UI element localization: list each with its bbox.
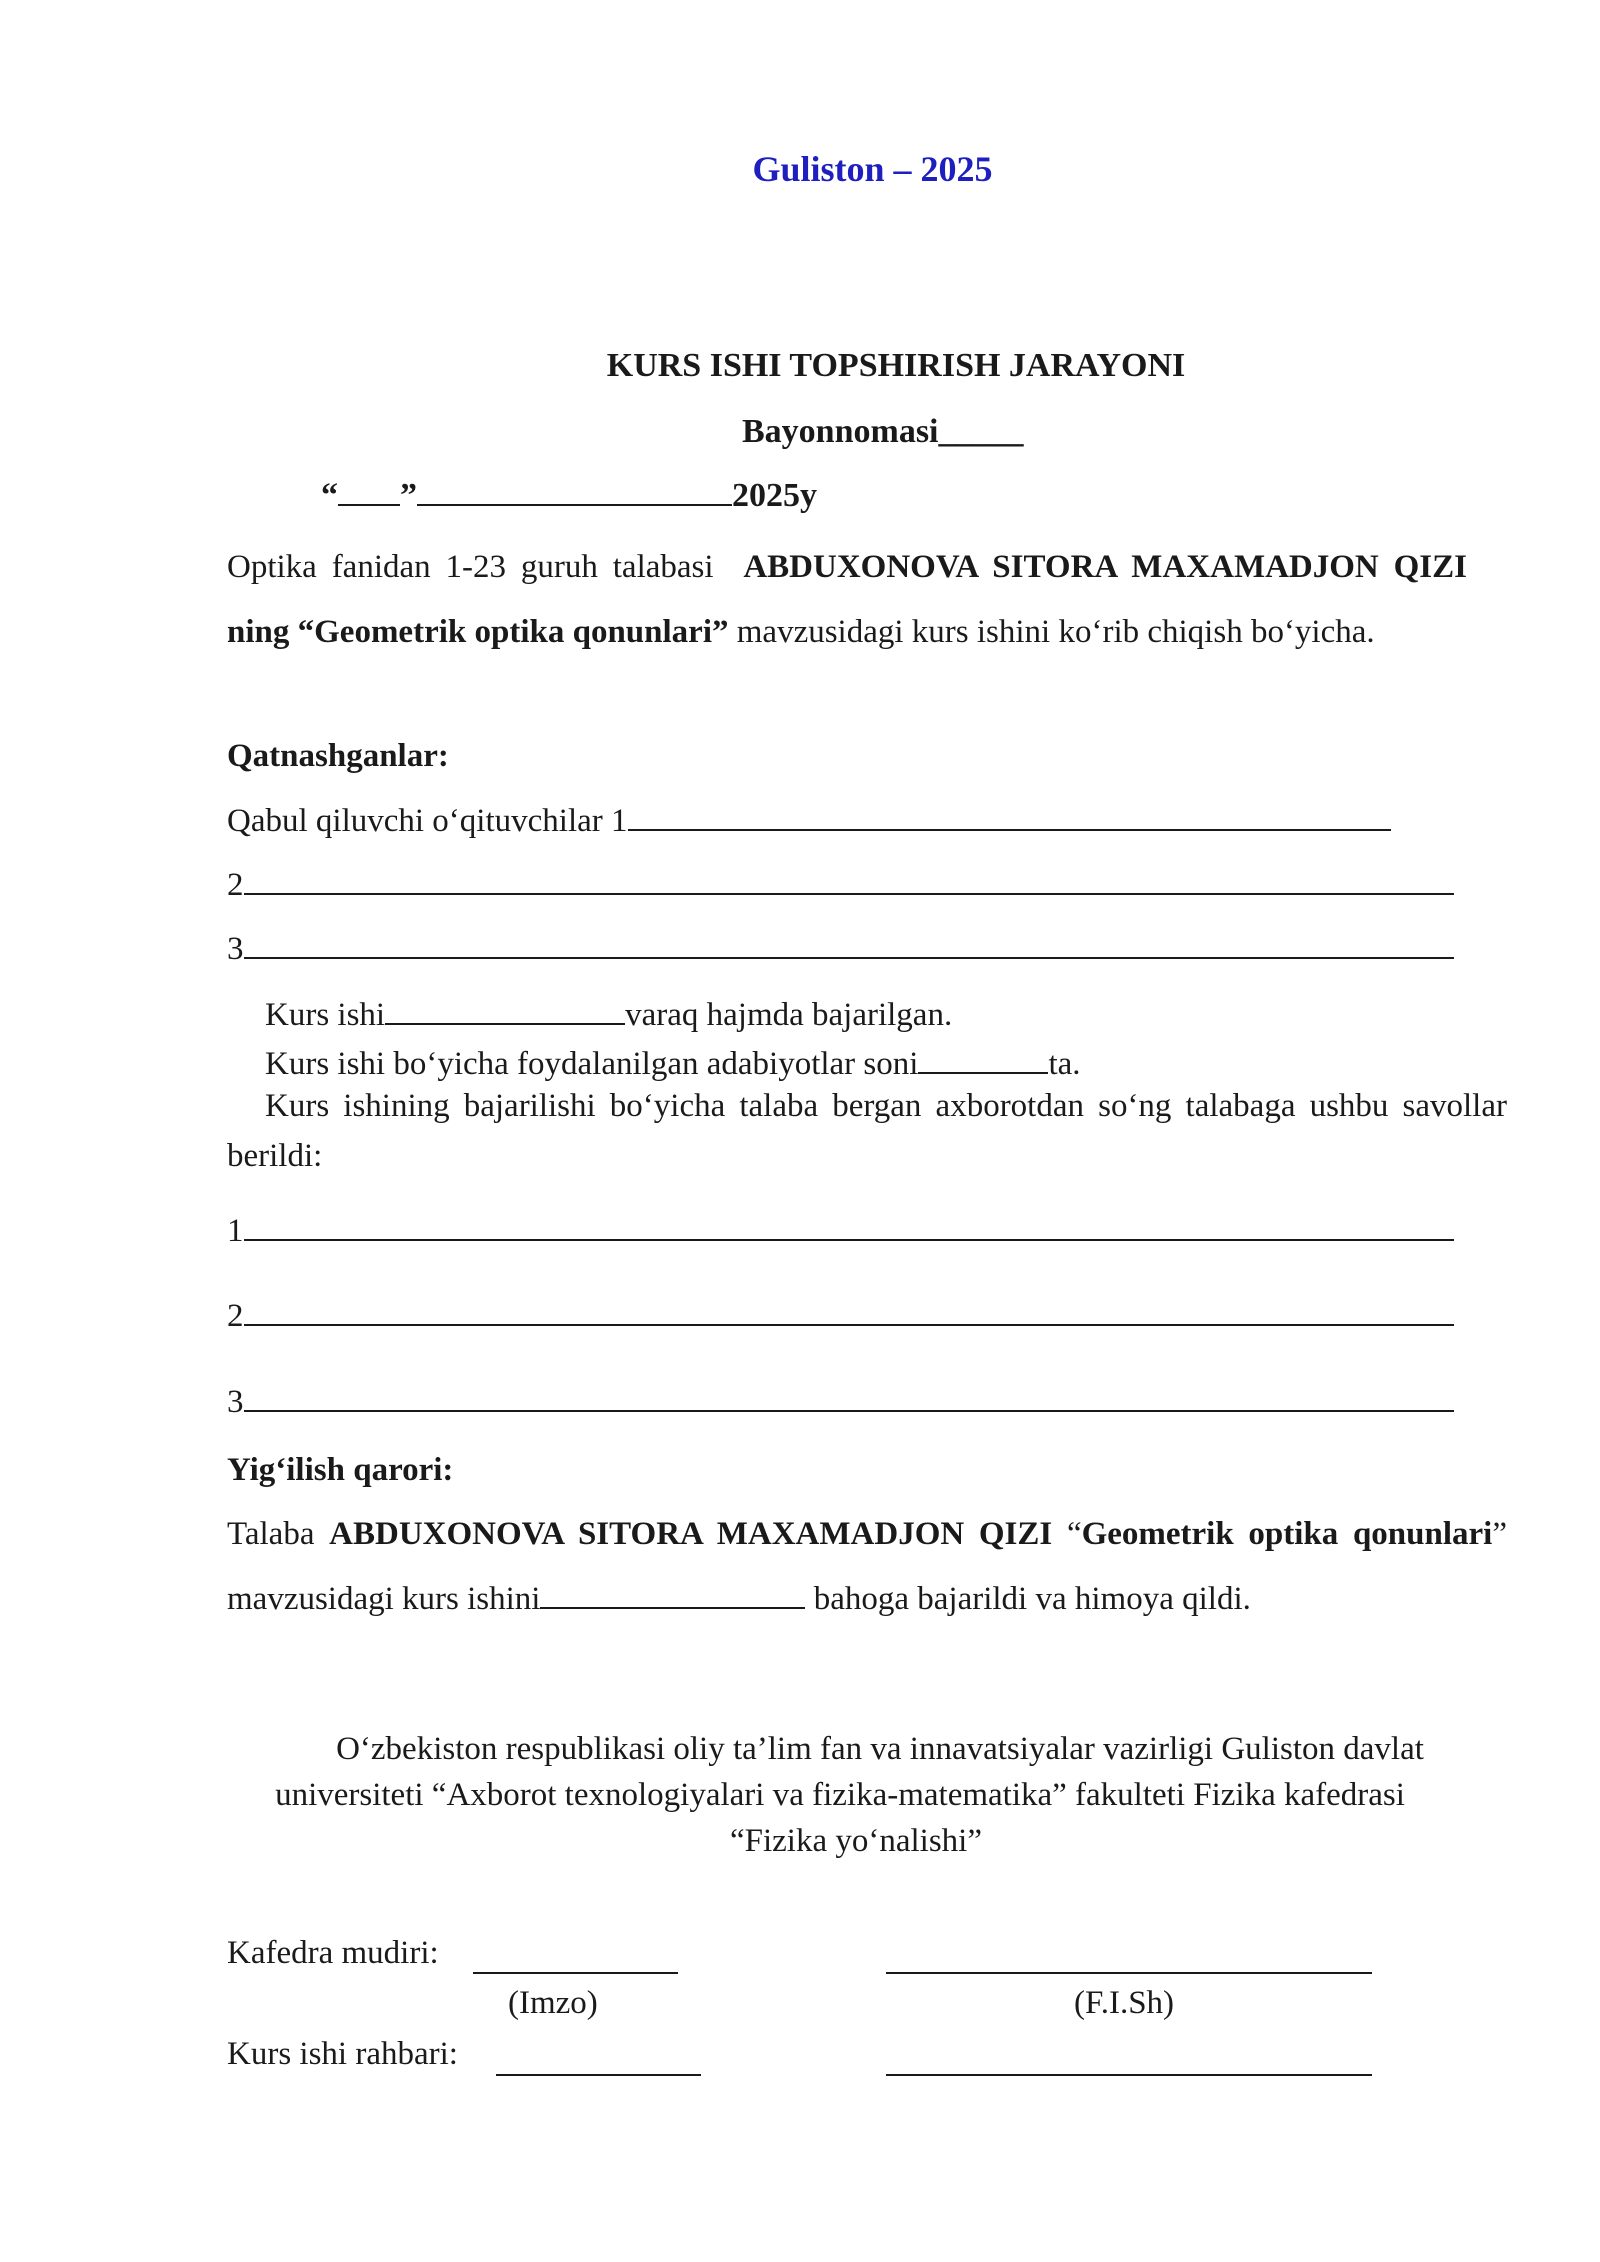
question-line-1: [227, 1213, 1454, 1250]
teacher-1-blank: [628, 803, 1391, 831]
literature-prefix: Kurs ishi bo‘yicha foydalanilgan adabiyotlar soni: [265, 1046, 919, 1082]
decision-topic: Geometrik optika qonunlari: [1081, 1516, 1493, 1552]
date-year: 2025y: [732, 477, 817, 514]
month-blank: [417, 478, 732, 506]
decision-close-quote: ”: [1492, 1516, 1507, 1552]
day-blank: [338, 478, 400, 506]
institution-block: [180, 1726, 1540, 1864]
decision-heading: Yig‘ilish qarori:: [227, 1452, 454, 1488]
student-name: ABDUXONOVA SITORA MAXAMADJON QIZI: [743, 549, 1467, 585]
question-1-blank: [244, 1213, 1454, 1241]
subtitle-number-blank: _____: [938, 413, 1024, 450]
question-number: 2: [227, 1298, 244, 1334]
question-number: 1: [227, 1213, 244, 1249]
teacher-number: 3: [227, 931, 244, 967]
teachers-label: Qabul qiluvchi o‘qituvchilar 1: [227, 803, 628, 839]
intro-ning: ning: [227, 614, 290, 650]
question-line-2: [227, 1298, 1454, 1335]
date-open-quote: “: [321, 477, 338, 514]
participants-heading: Qatnashganlar:: [227, 738, 449, 774]
pages-prefix: Kurs ishi: [265, 997, 386, 1033]
intro-prefix: Optika fanidan 1-23 guruh talabasi: [227, 549, 714, 585]
head-of-department-label: Kafedra mudiri:: [227, 1935, 439, 1971]
institution-line-3: “Fizika yo‘nalishi”: [729, 1823, 982, 1859]
teacher-line-2: [227, 867, 1454, 904]
signature-caption: (Imzo): [508, 1985, 598, 2021]
supervisor-name-line: [886, 2072, 1372, 2076]
document-title: KURS ISHI TOPSHIRISH JARAYONI: [606, 347, 1186, 384]
supervisor-signature-line: [496, 2072, 701, 2076]
grade-blank: [540, 1581, 805, 1609]
teacher-2-blank: [244, 867, 1454, 895]
document-subtitle: [742, 413, 1024, 451]
literature-line: [265, 1046, 1081, 1083]
subtitle-text: Bayonnomasi: [742, 413, 939, 450]
date-close-quote: ”: [400, 477, 417, 514]
institution-line-2: universiteti “Axborot texnologiyalari va fizika-matematika” fakulteti Fizika kafedrasi: [275, 1777, 1405, 1813]
city-year-heading: Guliston – 2025: [752, 149, 993, 189]
pages-suffix: varaq hajmda bajarilgan.: [625, 997, 953, 1033]
intro-suffix: mavzusidagi kurs ishini ko‘rib chiqish bo‘yicha.: [736, 614, 1375, 650]
teacher-3-blank: [244, 931, 1454, 959]
head-signature-line: [473, 1970, 678, 1974]
supervisor-label: Kurs ishi rahbari:: [227, 2036, 458, 2072]
pages-blank: [385, 997, 625, 1025]
intro-paragraph: [227, 535, 1467, 665]
teacher-line-3: [227, 931, 1454, 968]
question-3-blank: [244, 1384, 1454, 1412]
decision-middle: mavzusidagi kurs ishini: [227, 1581, 541, 1617]
decision-suffix: bahoga bajarildi va himoya qildi.: [813, 1581, 1251, 1617]
question-number: 3: [227, 1384, 244, 1420]
head-name-line: [886, 1970, 1372, 1974]
decision-prefix: Talaba: [227, 1516, 315, 1552]
decision-paragraph: [227, 1502, 1507, 1632]
decision-student-name: ABDUXONOVA SITORA MAXAMADJON QIZI: [329, 1516, 1053, 1552]
literature-blank: [918, 1046, 1048, 1074]
institution-line-1: O‘zbekiston respublikasi oliy ta’lim fan va innavatsiyalar vazirligi Guliston davlat: [336, 1731, 1424, 1767]
date-line: [321, 477, 817, 515]
literature-suffix: ta.: [1048, 1046, 1081, 1082]
teacher-number: 2: [227, 867, 244, 903]
decision-open-quote: “: [1066, 1516, 1082, 1552]
questions-intro: Kurs ishining bajarilishi bo‘yicha talaba bergan axborotdan so‘ng talabaga ushbu savollar berildi:: [227, 1088, 1507, 1174]
question-line-3: [227, 1384, 1454, 1421]
teacher-line-1: [227, 803, 1391, 840]
pages-line: [265, 997, 952, 1034]
course-topic: “Geometrik optika qonunlari”: [297, 614, 729, 650]
question-2-blank: [244, 1298, 1454, 1326]
name-caption: (F.I.Sh): [1074, 1985, 1175, 2021]
